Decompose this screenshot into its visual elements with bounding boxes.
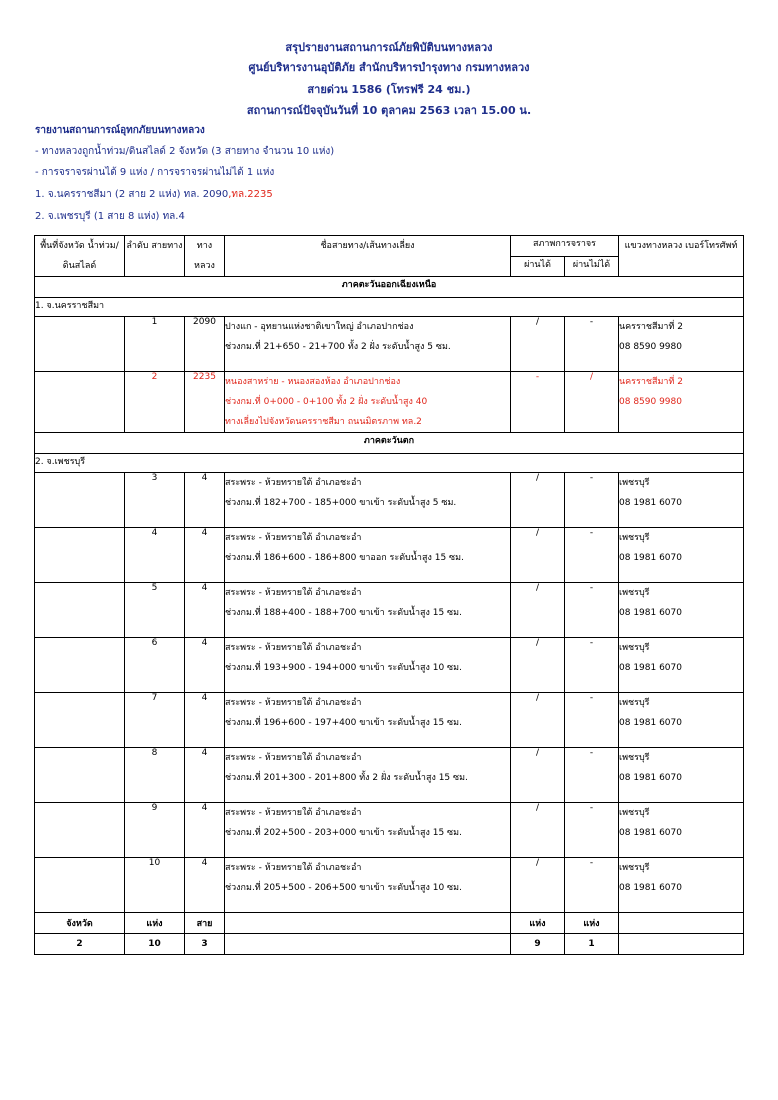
route-km-range: ช่วงกม.ที่ 188+400 - 188+700 ขาเข้า ระดับน้ำสูง 15 ซม. [225, 608, 462, 618]
col-header-route: ชื่อสายทาง/เส้นทางเลี่ยง [225, 236, 511, 277]
intro-summary-flooded: - ทางหลวงถูกน้ำท่วม/ดินสไลด์ 2 จังหวัด (3 สายทาง จำนวน 10 แห่ง) [35, 146, 335, 157]
region-row [35, 277, 744, 298]
incident-row [35, 638, 744, 693]
seq-cell: 3 [125, 473, 185, 528]
passable-cell: / [511, 858, 565, 913]
office-cell [619, 317, 744, 372]
incident-row [35, 803, 744, 858]
highway-cell: 2090 [185, 317, 225, 372]
route-name: ปางแก - อุทยานแห่งชาติเขาใหญ่ อำเภอปากช่อง [225, 322, 414, 332]
seq-cell: 9 [125, 803, 185, 858]
highway-cell: 4 [185, 583, 225, 638]
province-cell [35, 473, 125, 528]
passable-cell: / [511, 473, 565, 528]
summary-label-passable: แห่ง [511, 913, 565, 934]
route-cell [225, 528, 511, 583]
route-cell [225, 858, 511, 913]
office-cell [619, 583, 744, 638]
route-km-range: ช่วงกม.ที่ 202+500 - 203+000 ขาเข้า ระดับน้ำสูง 15 ซม. [225, 828, 462, 838]
highway-cell: 4 [185, 473, 225, 528]
col-header-highway: ทาง หลวง [185, 236, 225, 277]
seq-cell: 4 [125, 528, 185, 583]
intro-summary-traffic: - การจราจรผ่านได้ 9 แห่ง / การจราจรผ่านไม่ได้ 1 แห่ง [35, 167, 275, 178]
province-cell [35, 317, 125, 372]
route-km-range: ช่วงกม.ที่ 182+700 - 185+000 ขาเข้า ระดับน้ำสูง 5 ซม. [225, 498, 457, 508]
col-header-traffic: สภาพการจราจร [511, 236, 619, 257]
province-row [35, 298, 744, 317]
seq-cell: 7 [125, 693, 185, 748]
summary-label-places: แห่ง [125, 913, 185, 934]
province-cell [35, 858, 125, 913]
highway-cell: 4 [185, 638, 225, 693]
province-nakhon-ratchasima: 1. จ.นครราชสีมา [35, 298, 744, 317]
summary-value-impassable: 1 [565, 934, 619, 955]
summary-blank [225, 913, 511, 934]
route-name: สระพระ - ห้วยทรายใต้ อำเภอชะอำ [225, 698, 362, 708]
route-name: สระพระ - ห้วยทรายใต้ อำเภอชะอำ [225, 478, 362, 488]
office-cell [619, 858, 744, 913]
office-name: นครราชสีมาที่ 2 [619, 377, 684, 387]
intro-province-1 [35, 187, 273, 202]
impassable-cell: - [565, 473, 619, 528]
incident-row [35, 473, 744, 528]
office-cell [619, 372, 744, 433]
office-name: เพชรบุรี [619, 478, 650, 488]
col-header-province: พื้นที่จังหวัด น้ำท่วม/ดินสไลด์ [35, 236, 125, 277]
passable-cell: / [511, 317, 565, 372]
route-cell [225, 317, 511, 372]
seq-cell: 8 [125, 748, 185, 803]
route-cell [225, 638, 511, 693]
intro-province-1-closed-route: ,ทล.2235 [228, 189, 273, 200]
incident-row [35, 372, 744, 433]
impassable-cell: - [565, 528, 619, 583]
route-name: สระพระ - ห้วยทรายใต้ อำเภอชะอำ [225, 533, 362, 543]
summary-blank [225, 934, 511, 955]
route-cell [225, 473, 511, 528]
route-km-range: ช่วงกม.ที่ 201+300 - 201+800 ทั้ง 2 ฝั่ง ระดับน้ำสูง 15 ซม. [225, 773, 468, 783]
col-header-seq: ลำดับ สายทาง [125, 236, 185, 277]
province-cell [35, 528, 125, 583]
region-row [35, 433, 744, 454]
impassable-cell: - [565, 858, 619, 913]
province-cell [35, 638, 125, 693]
incident-table [34, 235, 744, 955]
seq-cell: 2 [125, 372, 185, 433]
region-west: ภาคตะวันตก [35, 433, 744, 454]
summary-value-row [35, 934, 744, 955]
office-cell [619, 803, 744, 858]
route-name: สระพระ - ห้วยทรายใต้ อำเภอชะอำ [225, 753, 362, 763]
province-cell [35, 693, 125, 748]
incident-row [35, 858, 744, 913]
office-cell [619, 693, 744, 748]
highway-cell: 4 [185, 803, 225, 858]
route-cell [225, 372, 511, 433]
office-phone: 08 1981 6070 [619, 498, 682, 508]
route-cell [225, 803, 511, 858]
province-cell [35, 583, 125, 638]
agency-name: ศูนย์บริหารงานอุบัติภัย สำนักบริหารบำรุงทาง กรมทางหลวง [248, 61, 530, 74]
route-cell [225, 583, 511, 638]
route-km-range: ช่วงกม.ที่ 196+600 - 197+400 ขาเข้า ระดับน้ำสูง 15 ซม. [225, 718, 462, 728]
route-km-range: ช่วงกม.ที่ 21+650 - 21+700 ทั้ง 2 ฝั่ง ระดับน้ำสูง 5 ซม. [225, 342, 451, 352]
summary-value-routes: 3 [185, 934, 225, 955]
office-name: นครราชสีมาที่ 2 [619, 322, 684, 332]
highway-cell: 4 [185, 528, 225, 583]
route-name: สระพระ - ห้วยทรายใต้ อำเภอชะอำ [225, 863, 362, 873]
summary-blank [619, 934, 744, 955]
province-row [35, 454, 744, 473]
incident-row [35, 317, 744, 372]
office-name: เพชรบุรี [619, 698, 650, 708]
route-km-range: ช่วงกม.ที่ 193+900 - 194+000 ขาเข้า ระดับน้ำสูง 10 ซม. [225, 663, 462, 673]
province-cell [35, 748, 125, 803]
incident-row [35, 693, 744, 748]
office-phone: 08 1981 6070 [619, 718, 682, 728]
passable-cell: / [511, 693, 565, 748]
passable-cell: - [511, 372, 565, 433]
report-title: สรุปรายงานสถานการณ์ภัยพิบัติบนทางหลวง [285, 41, 493, 54]
impassable-cell: - [565, 803, 619, 858]
office-phone: 08 8590 9980 [619, 342, 682, 352]
highway-cell: 2235 [185, 372, 225, 433]
passable-cell: / [511, 638, 565, 693]
office-name: เพชรบุรี [619, 588, 650, 598]
summary-label-province: จังหวัด [35, 913, 125, 934]
highway-cell: 4 [185, 748, 225, 803]
intro-title: รายงานสถานการณ์อุทกภัยบนทางหลวง [35, 125, 205, 136]
intro-province-2: 2. จ.เพชรบุรี (1 สาย 8 แห่ง) ทล.4 [35, 211, 185, 222]
impassable-cell: - [565, 748, 619, 803]
route-cell [225, 748, 511, 803]
highway-cell: 4 [185, 858, 225, 913]
summary-label-row [35, 913, 744, 934]
seq-cell: 5 [125, 583, 185, 638]
office-phone: 08 8590 9980 [619, 397, 682, 407]
table-header-row [35, 236, 744, 257]
province-cell [35, 803, 125, 858]
office-phone: 08 1981 6070 [619, 883, 682, 893]
route-name: สระพระ - ห้วยทรายใต้ อำเภอชะอำ [225, 588, 362, 598]
office-name: เพชรบุรี [619, 533, 650, 543]
summary-label-impassable: แห่ง [565, 913, 619, 934]
col-header-office: แขวงทางหลวง เบอร์โทรศัพท์ [619, 236, 744, 277]
passable-cell: / [511, 528, 565, 583]
office-name: เพชรบุรี [619, 753, 650, 763]
summary-value-places: 10 [125, 934, 185, 955]
route-name: สระพระ - ห้วยทรายใต้ อำเภอชะอำ [225, 643, 362, 653]
report-datetime: สถานการณ์ปัจจุบันวันที่ 10 ตุลาคม 2563 เวลา 15.00 น. [246, 104, 532, 117]
passable-cell: / [511, 803, 565, 858]
office-cell [619, 473, 744, 528]
route-cell [225, 693, 511, 748]
seq-cell: 1 [125, 317, 185, 372]
route-km-range: ช่วงกม.ที่ 186+600 - 186+800 ขาออก ระดับน้ำสูง 15 ซม. [225, 553, 464, 563]
office-name: เพชรบุรี [619, 808, 650, 818]
office-phone: 08 1981 6070 [619, 663, 682, 673]
highway-cell: 4 [185, 693, 225, 748]
seq-cell: 6 [125, 638, 185, 693]
office-phone: 08 1981 6070 [619, 553, 682, 563]
route-name: หนองสาหร่าย - หนองสองห้อง อำเภอปากช่อง [225, 377, 401, 387]
summary-blank [619, 913, 744, 934]
seq-cell: 10 [125, 858, 185, 913]
region-northeast: ภาคตะวันออกเฉียงเหนือ [35, 277, 744, 298]
impassable-cell: - [565, 317, 619, 372]
summary-value-province: 2 [35, 934, 125, 955]
hotline: สายด่วน 1586 (โทรฟรี 24 ชม.) [307, 83, 471, 96]
impassable-cell: - [565, 693, 619, 748]
route-detour: ทางเลี่ยงไปจังหวัดนครราชสีมา ถนนมิตรภาพ ทล.2 [225, 417, 422, 427]
office-cell [619, 528, 744, 583]
office-phone: 08 1981 6070 [619, 828, 682, 838]
impassable-cell: - [565, 583, 619, 638]
col-header-passable: ผ่านได้ [511, 256, 565, 277]
office-phone: 08 1981 6070 [619, 608, 682, 618]
col-header-impassable: ผ่านไม่ได้ [565, 256, 619, 277]
office-phone: 08 1981 6070 [619, 773, 682, 783]
impassable-cell: - [565, 638, 619, 693]
route-km-range: ช่วงกม.ที่ 205+500 - 206+500 ขาเข้า ระดับน้ำสูง 10 ซม. [225, 883, 462, 893]
office-cell [619, 748, 744, 803]
impassable-cell: / [565, 372, 619, 433]
incident-row [35, 583, 744, 638]
incident-row [35, 748, 744, 803]
route-km-range: ช่วงกม.ที่ 0+000 - 0+100 ทั้ง 2 ฝั่ง ระดับน้ำสูง 40 [225, 397, 428, 407]
incident-row [35, 528, 744, 583]
office-cell [619, 638, 744, 693]
route-name: สระพระ - ห้วยทรายใต้ อำเภอชะอำ [225, 808, 362, 818]
summary-value-passable: 9 [511, 934, 565, 955]
passable-cell: / [511, 583, 565, 638]
intro-province-1-text: 1. จ.นครราชสีมา (2 สาย 2 แห่ง) ทล. 2090 [35, 189, 229, 200]
passable-cell: / [511, 748, 565, 803]
office-name: เพชรบุรี [619, 863, 650, 873]
province-phetchaburi: 2. จ.เพชรบุรี [35, 454, 744, 473]
summary-label-routes: สาย [185, 913, 225, 934]
office-name: เพชรบุรี [619, 643, 650, 653]
province-cell [35, 372, 125, 433]
